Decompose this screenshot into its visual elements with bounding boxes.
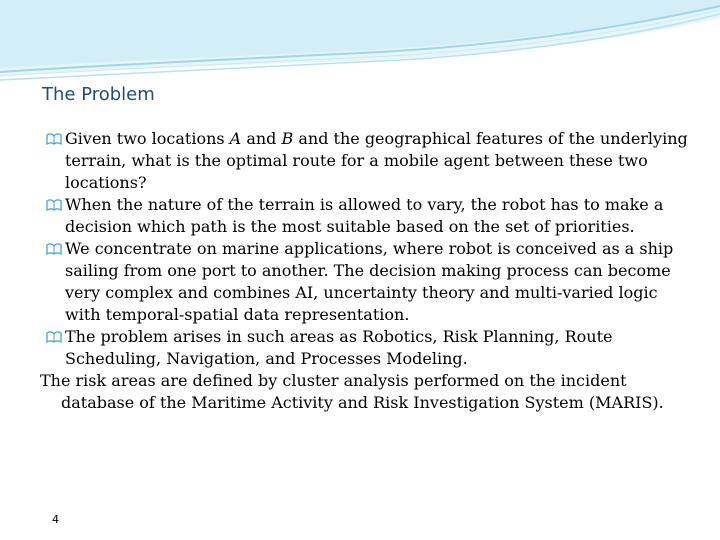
location-b: B bbox=[281, 129, 294, 148]
book-icon bbox=[46, 194, 63, 216]
book-icon bbox=[46, 326, 63, 348]
bullet-item bbox=[44, 326, 694, 370]
bullet-item bbox=[44, 238, 694, 326]
bullet-text: We concentrate on marine applications, where robot is conceived as a ship sailing from one port to another. The decision making process can become very complex and combines AI, uncertainty theory and multi-varied logic with temporal-spatial data representation. bbox=[65, 239, 674, 324]
bullet-text: When the nature of the terrain is allowed to vary, the robot has to make a decision which path is the most suitable based on the set of priorities. bbox=[65, 195, 664, 236]
bullet-item bbox=[44, 128, 694, 194]
closing-paragraph: The risk areas are defined by cluster analysis performed on the incident database of the Maritime Activity and Risk Investigation System (MARIS). bbox=[40, 371, 664, 412]
bullet-item bbox=[44, 194, 694, 238]
header-wave-decoration bbox=[0, 0, 720, 90]
bullet-text-part: Given two locations bbox=[65, 129, 230, 148]
slide-title: The Problem bbox=[42, 84, 155, 105]
bullet-text-part: and the geographical features of the underlying terrain, what is the optimal route for a mobile agent between these two locations? bbox=[65, 129, 688, 192]
slide-content bbox=[40, 128, 694, 414]
bullet-text: The problem arises in such areas as Robotics, Risk Planning, Route Scheduling, Navigation, and Processes Modeling. bbox=[65, 327, 613, 368]
book-icon bbox=[46, 128, 63, 150]
book-icon bbox=[46, 238, 63, 260]
bullet-text-part: and bbox=[241, 129, 282, 148]
page-number: 4 bbox=[52, 513, 59, 526]
location-a: A bbox=[229, 129, 242, 148]
